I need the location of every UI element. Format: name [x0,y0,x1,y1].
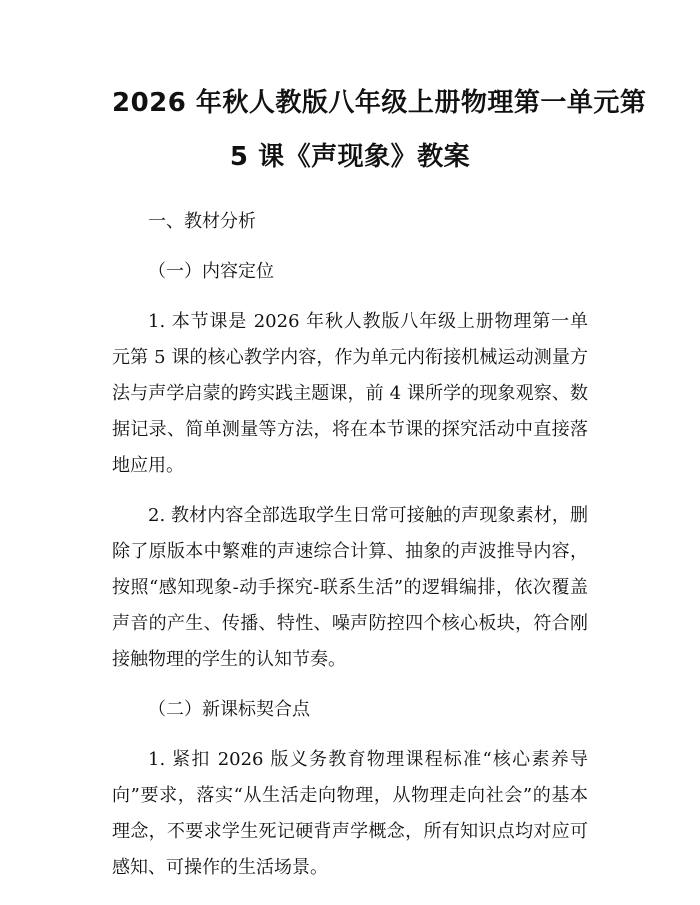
title-line-2: 5 课《声现象》教案 [229,142,471,172]
paragraph-content-positioning-1: 1. 本节课是 2026 年秋人教版八年级上册物理第一单元第 5 课的核心教学内容，作为单元内衔接机械运动测量方法与声学启蒙的跨实践主题课，前 4 课所学的现象观察、数据记录、简单测量等方法，将在本节课的探究活动中直接落地应用。 [112,311,588,476]
document-title [112,76,647,184]
subsection-heading-content-positioning: （一）内容定位 [148,261,274,282]
paragraph-content-positioning-2: 2. 教材内容全部选取学生日常可接触的声现象素材，删除了原版本中繁难的声速综合计算、抽象的声波推导内容，按照“感知现象-动手探究-联系生活”的逻辑编排，依次覆盖声音的产生、传播、特性、噪声防控四个核心板块，符合刚接触物理的学生的认知节奏。 [112,505,588,670]
title-line-1: 2026 年秋人教版八年级上册物理第一单元第 [112,88,647,118]
subsection-heading-curriculum-alignment: （二）新课标契合点 [148,699,310,720]
paragraph-curriculum-alignment-1: 1. 紧扣 2026 版义务教育物理课程标准“核心素养导向”要求，落实“从生活走向物理，从物理走向社会”的基本理念，不要求学生死记硬背声学概念，所有知识点均对应可感知、可操作的生活场景。 [112,749,588,878]
section-heading-textbook-analysis: 一、教材分析 [148,211,256,232]
document-body [112,204,588,886]
